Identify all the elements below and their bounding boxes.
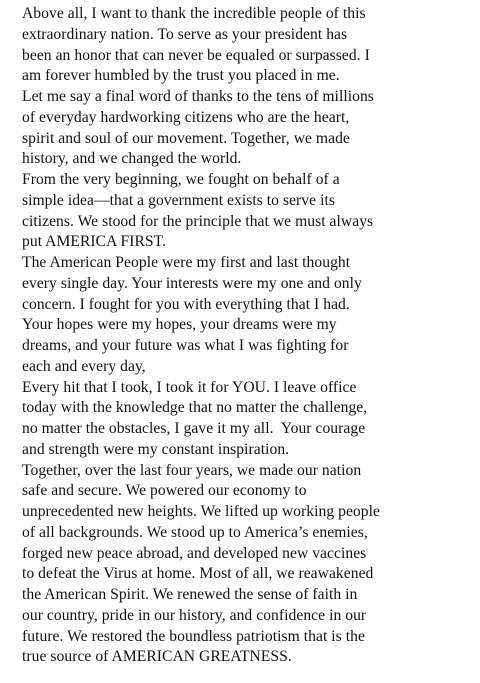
paragraph-american-people — [22, 253, 474, 378]
text-line: am forever humbled by the trust you placed in me. — [22, 67, 340, 85]
text-line: been an honor that can never be equaled or surpassed. I — [22, 46, 370, 64]
text-line: safe and secure. We powered our economy to — [22, 482, 307, 500]
text-line: Together, over the last four years, we made our nation — [22, 461, 362, 479]
paragraph-thanks — [22, 4, 474, 87]
text-line: spirit and soul of our movement. Together, we made — [22, 129, 350, 147]
paragraph-beginning — [22, 170, 474, 253]
text-line: of everyday hardworking citizens who are the heart, — [22, 108, 350, 126]
text-line: no matter the obstacles, I gave it my all. Your courage — [22, 420, 366, 437]
text-line: true source of AMERICAN GREATNESS. — [22, 648, 292, 666]
text-line: concern. I fought for you with everything that I had. — [22, 295, 350, 313]
text-line: Above all, I want to thank the incredible people of this — [22, 5, 366, 22]
text-line: Your hopes were my hopes, your dreams were my — [22, 316, 337, 334]
text-line: The American People were my first and last thought — [22, 254, 351, 271]
text-line: history, and we changed the world. — [22, 150, 242, 168]
text-line: unprecedented new heights. We lifted up working people — [22, 503, 380, 520]
text-line: our country, pride in our history, and confidence in our — [22, 606, 367, 624]
text-line: citizens. We stood for the principle that we must always — [22, 212, 374, 230]
text-line: Every hit that I took, I took it for YOU. I leave office — [22, 378, 357, 396]
text-line: Let me say a final word of thanks to the tens of millions — [22, 88, 374, 105]
text-line: extraordinary nation. To serve as your president has — [22, 25, 348, 43]
paragraph-together — [22, 461, 474, 669]
text-line: forged new peace abroad, and developed new vaccines — [22, 544, 367, 562]
text-line: future. We restored the boundless patriotism that is the — [22, 627, 365, 645]
text-line: put AMERICA FIRST. — [22, 233, 167, 251]
paragraph-every-hit — [22, 378, 474, 461]
text-line: From the very beginning, we fought on behalf of a — [22, 171, 340, 188]
text-line: simple idea—that a government exists to serve its — [22, 191, 335, 209]
text-line: of all backgrounds. We stood up to America’s enemies, — [22, 523, 368, 541]
text-line: every single day. Your interests were my one and only — [22, 274, 362, 292]
paragraph-final-word — [22, 87, 474, 170]
text-line: and strength were my constant inspiration. — [22, 440, 290, 458]
text-line: dreams, and your future was what I was fighting for — [22, 337, 349, 354]
text-line: the American Spirit. We renewed the sense of faith in — [22, 586, 358, 603]
text-line: each and every day, — [22, 357, 146, 375]
text-line: today with the knowledge that no matter the challenge, — [22, 399, 368, 417]
text-line: to defeat the Virus at home. Most of all, we reawakened — [22, 565, 374, 583]
